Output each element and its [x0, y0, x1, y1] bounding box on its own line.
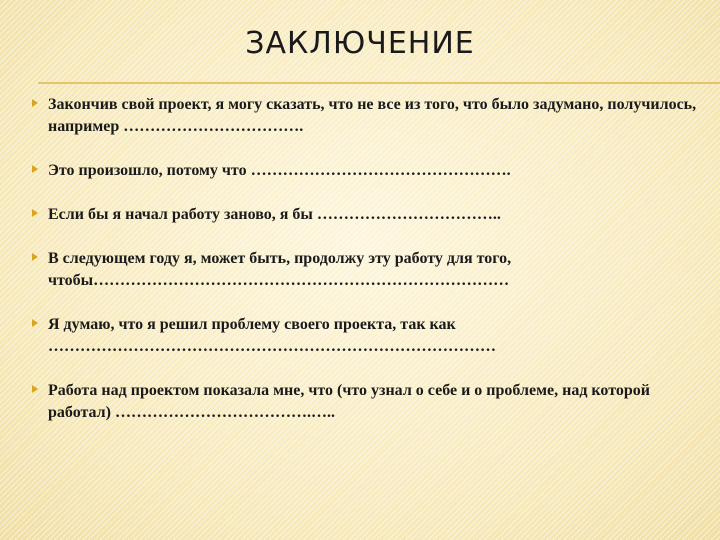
bullet-icon [32, 385, 38, 393]
title-underline [38, 82, 720, 84]
bullet-item [32, 248, 702, 292]
bullet-icon [32, 319, 38, 327]
bullet-item [32, 94, 702, 138]
bullet-icon [32, 253, 38, 261]
bullet-text: В следующем году я, может быть, продолжу эту работу для того, чтобы…………………………………………………………………… [48, 250, 512, 289]
bullet-item [32, 380, 702, 424]
bullet-list [32, 94, 702, 446]
bullet-item [32, 314, 702, 358]
bullet-icon [32, 99, 38, 107]
bullet-icon [32, 209, 38, 217]
bullet-text: Закончив свой проект, я могу сказать, что не все из того, что было задумано, получилось, например ……………………………. [48, 96, 697, 135]
slide-title: ЗАКЛЮЧЕНИЕ [245, 26, 475, 61]
bullet-text: Это произошло, потому что …………………………………………. [48, 162, 511, 179]
bullet-icon [32, 165, 38, 173]
bullet-item [32, 204, 702, 226]
bullet-text: Я думаю, что я решил проблему своего проекта, так как ………………………………………………………………………… [48, 316, 496, 355]
bullet-text: Если бы я начал работу заново, я бы …………………………….. [48, 206, 501, 223]
bullet-item [32, 160, 702, 182]
bullet-text: Работа над проектом показала мне, что (что узнал о себе и о проблеме, над которой работал) ……………………………….….. [48, 382, 650, 421]
